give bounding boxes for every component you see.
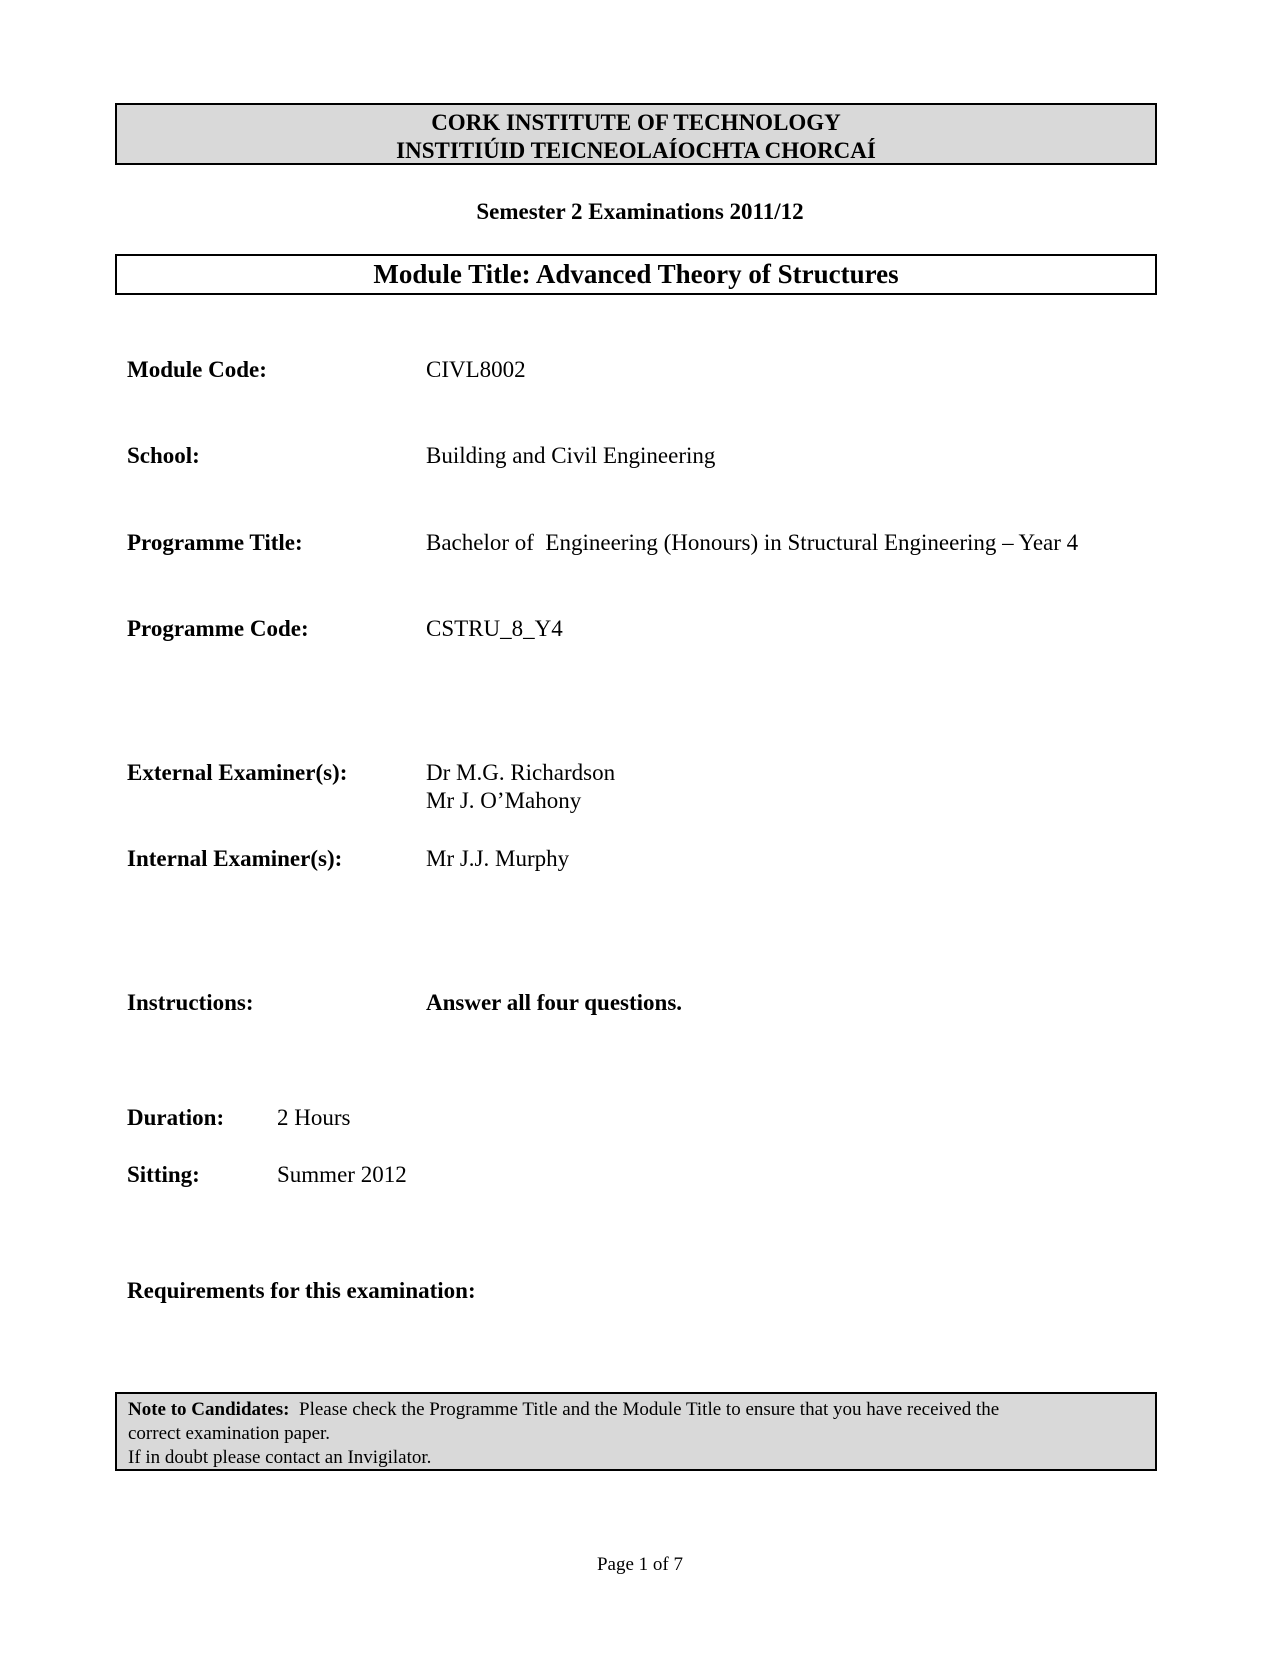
duration-label: Duration: xyxy=(127,1105,225,1130)
programme-title-label: Programme Title: xyxy=(127,530,303,555)
sitting-value: Summer 2012 xyxy=(277,1162,407,1187)
internal-examiner-value: Mr J.J. Murphy xyxy=(426,846,570,871)
page-number: Page 1 of 7 xyxy=(596,1554,683,1575)
note-line-2: correct examination paper. xyxy=(128,1423,331,1444)
internal-examiners-label: Internal Examiner(s): xyxy=(127,846,343,871)
note-text-1: Please check the Programme Title and the Module Title to ensure that you have received the xyxy=(299,1399,1000,1420)
institution-name-irish: INSTITIÚID TEICNEOLAÍOCHTA CHORCAÍ xyxy=(396,138,876,163)
note-line-1 xyxy=(128,1398,1145,1422)
duration-value: 2 Hours xyxy=(277,1105,351,1130)
external-examiner-2: Mr J. O’Mahony xyxy=(426,788,582,813)
module-code-value: CIVL8002 xyxy=(426,357,526,382)
semester-heading: Semester 2 Examinations 2011/12 xyxy=(476,199,804,224)
note-label: Note to Candidates: xyxy=(128,1399,290,1420)
programme-code-label: Programme Code: xyxy=(127,616,309,641)
note-line-3: If in doubt please contact an Invigilator. xyxy=(128,1447,432,1468)
note-to-candidates xyxy=(115,1392,1157,1471)
instructions-label: Instructions: xyxy=(127,990,254,1015)
programme-code-value: CSTRU_8_Y4 xyxy=(426,616,563,641)
instructions-value: Answer all four questions. xyxy=(426,990,683,1015)
institution-header xyxy=(115,103,1157,165)
sitting-label: Sitting: xyxy=(127,1162,200,1187)
external-examiner-1: Dr M.G. Richardson xyxy=(426,760,616,785)
institution-name-english: CORK INSTITUTE OF TECHNOLOGY xyxy=(431,110,841,135)
requirements-label: Requirements for this examination: xyxy=(127,1278,476,1303)
module-title: Module Title: Advanced Theory of Structures xyxy=(115,254,1157,295)
school-value: Building and Civil Engineering xyxy=(426,443,716,468)
school-label: School: xyxy=(127,443,200,468)
programme-title-value: Bachelor of Engineering (Honours) in Structural Engineering – Year 4 xyxy=(426,530,1079,555)
module-code-label: Module Code: xyxy=(127,357,267,382)
external-examiners-label: External Examiner(s): xyxy=(127,760,348,785)
